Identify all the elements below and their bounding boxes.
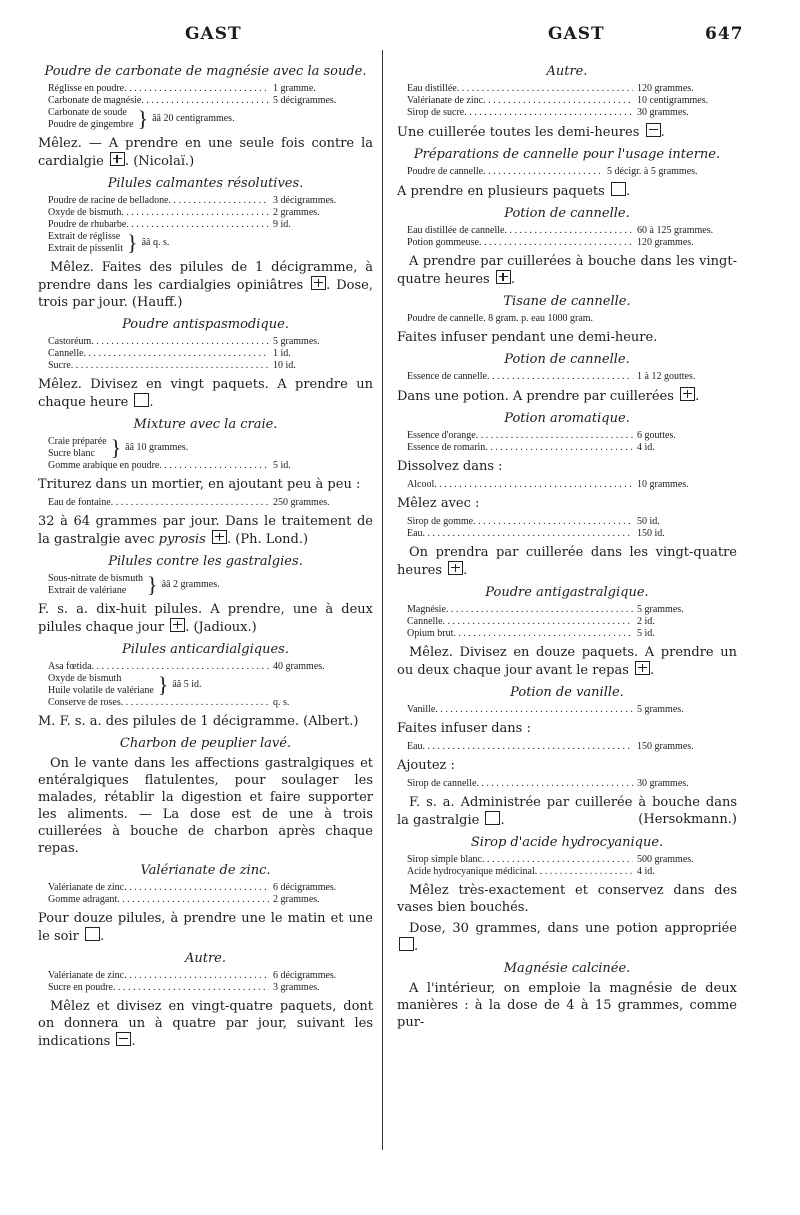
- recipe-title: Poudre antispasmodique.: [122, 317, 289, 332]
- recipe-ingredients: Magnésie . . . 5 grammes. Cannelle . . . 2 id. Opium brut . . . 5 id.: [407, 604, 737, 640]
- plus-box-symbol: [635, 661, 650, 675]
- recipe-title: Valérianate de zinc.: [140, 863, 271, 878]
- recipe-title: Potion aromatique.: [504, 411, 630, 426]
- recipe-title: Préparations de cannelle pour l'usage interne.: [413, 147, 721, 162]
- recipe-ingredients: Eau distillée . . . 120 grammes. Valérianate de zinc . . . 10 centigrammes. Sirop de sucre . . . 30 grammes.: [407, 83, 737, 119]
- recipe-ingredients: Eau distillée de cannelle . . . 60 à 125 grammes. Potion gommeuse . . . 120 grammes.: [407, 225, 737, 249]
- body-paragraph: A l'intérieur, on emploie la magnésie de deux manières : à la dose de 4 à 15 grammes, comme pur-: [397, 981, 737, 1030]
- recipe-title: Pilules contre les gastralgies.: [108, 554, 303, 569]
- recipe-ingredients: Asa fœtida . . . 40 grammes. Oxyde de bismuth Huile volatile de valériane } ââ 5 id. Conserve de roses . . . q. s.: [48, 661, 373, 709]
- minus-box-symbol: [646, 123, 661, 137]
- recipe-ingredients: Valérianate de zinc . . . 6 décigrammes. Sucre en poudre . . . 3 grammes.: [48, 970, 373, 994]
- instruction-paragraph: Mêlez et divisez en vingt-quatre paquets, dont on donnera un à quatre par jour, suivant les indications .: [38, 999, 373, 1049]
- plus-box-symbol: [311, 276, 326, 290]
- recipe-title: Poudre antigastralgique.: [485, 585, 649, 600]
- running-head-left: GAST: [185, 24, 242, 44]
- section-title: Magnésie calcinée.: [503, 961, 631, 976]
- instruction-paragraph: Mêlez. — A prendre en une seule fois contre la cardialgie . (Nicolaï.): [38, 136, 373, 169]
- box-symbol: [485, 811, 500, 825]
- recipe-title: Sirop d'acide hydrocyanique.: [470, 835, 664, 850]
- recipe-ingredients: Eau . . . 150 grammes.: [407, 741, 737, 753]
- recipe-ingredients: Valérianate de zinc . . . 6 décigrammes. Gomme adragant . . . 2 grammes.: [48, 882, 373, 906]
- page-number: 647: [705, 24, 744, 44]
- instruction-paragraph: Faites infuser pendant une demi-heure.: [397, 330, 658, 345]
- instruction-paragraph: Mêlez. Divisez en douze paquets. A prendre un ou deux chaque jour avant le repas .: [397, 645, 737, 678]
- body-paragraph: On le vante dans les affections gastralgiques et entéralgiques flatulentes, pour soulager les malades, rétablir la digestion et faire supporter les aliments. — La dose est de une à trois cuillerées à bouche de charbon après chaque repas.: [38, 756, 373, 856]
- recipe-ingredients: Sirop simple blanc . . . 500 grammes. Acide hydrocyanique médicinal . . . 4 id.: [407, 854, 737, 878]
- recipe-ingredients: Castoréum . . . 5 grammes. Cannelle . . . 1 id. Sucre . . . 10 id.: [48, 336, 373, 372]
- recipe-title: Mixture avec la craie.: [133, 417, 278, 432]
- plus-box-symbol: [212, 530, 227, 544]
- running-head-right: GAST: [548, 24, 605, 44]
- recipe-title: Pilules anticardialgiques.: [122, 642, 289, 657]
- instruction-paragraph: Faites infuser dans :: [397, 721, 531, 736]
- left-column: [38, 58, 373, 1054]
- recipe-title: Poudre de carbonate de magnésie avec la soude.: [44, 64, 367, 79]
- box-symbol: [399, 937, 414, 951]
- minus-box-symbol: [116, 1032, 131, 1046]
- recipe-title: Charbon de peuplier lavé.: [119, 736, 292, 751]
- column-divider: [382, 50, 383, 1150]
- box-symbol: [85, 927, 100, 941]
- box-symbol: [611, 182, 626, 196]
- instruction-paragraph: Mêlez avec :: [397, 496, 480, 511]
- recipe-ingredients: Eau de fontaine . . . 250 grammes.: [48, 497, 373, 509]
- recipe-ingredients: Sous-nitrate de bismuth Extrait de valériane } ââ 2 grammes.: [48, 572, 220, 597]
- instruction-paragraph: F. s. a. Administrée par cuillerée à bouche dans la gastralgie . (Hersokmann.): [397, 795, 737, 828]
- plus-box-symbol: [448, 561, 463, 575]
- recipe-ingredients: Poudre de racine de belladone . . . 3 décigrammes. Oxyde de bismuth . . . 2 grammes. Poudre de rhubarbe . . . 9 id. Extrait de réglisse Extrait de pissenlit } ââ q. s.: [48, 195, 373, 255]
- instruction-paragraph: M. F. s. a. des pilules de 1 décigramme. (Albert.): [38, 714, 359, 729]
- plus-box-symbol: [170, 618, 185, 632]
- instruction-paragraph: Pour douze pilules, à prendre une le matin et une le soir .: [38, 911, 373, 944]
- recipe-ingredients: [48, 83, 373, 131]
- instruction-paragraph: Mêlez. Faites des pilules de 1 décigramme, à prendre dans les cardialgies opiniâtres . Dose, trois par jour. (Hauff.): [38, 260, 373, 310]
- recipe-ingredients: Alcool . . . 10 grammes.: [407, 479, 737, 491]
- instruction-paragraph: A prendre par cuillerées à bouche dans les vingt-quatre heures .: [397, 254, 737, 287]
- right-column: [397, 58, 737, 1035]
- recipe-ingredients: Poudre de cannelle. 8 gram. p. eau 1000 gram.: [407, 313, 594, 324]
- instruction-paragraph: 32 à 64 grammes par jour. Dans le traitement de la gastralgie avec pyrosis . (Ph. Lond.): [38, 514, 373, 547]
- instruction-paragraph: A prendre en plusieurs paquets .: [397, 184, 631, 199]
- recipe-title: Autre.: [546, 64, 588, 79]
- instruction-paragraph: F. s. a. dix-huit pilules. A prendre, une à deux pilules chaque jour . (Jadioux.): [38, 602, 373, 635]
- recipe-title: Potion de vanille.: [510, 685, 624, 700]
- recipe-title: Tisane de cannelle.: [503, 294, 631, 309]
- instruction-paragraph: On prendra par cuillerée dans les vingt-quatre heures .: [397, 545, 737, 578]
- box-symbol: [134, 393, 149, 407]
- plus-box-symbol: [110, 152, 125, 166]
- plus-box-symbol: [496, 270, 511, 284]
- recipe-title: Potion de cannelle.: [504, 206, 630, 221]
- ingredient-row: Carbonate de magnésie . . . 5 décigrammes.: [48, 95, 373, 107]
- recipe-ingredients: Vanille . . . 5 grammes.: [407, 704, 737, 716]
- instruction-paragraph: Une cuillerée toutes les demi-heures .: [397, 125, 665, 140]
- recipe-title: Autre.: [184, 951, 227, 966]
- instruction-paragraph: Mêlez très-exactement et conservez dans des vases bien bouchés.: [397, 883, 737, 915]
- recipe-ingredients: Essence d'orange . . . 6 gouttes. Essence de romarin . . . 4 id.: [407, 430, 737, 454]
- plus-box-symbol: [680, 387, 695, 401]
- recipe-ingredients: Poudre de cannelle . . . 5 décigr. à 5 grammes.: [407, 166, 737, 178]
- recipe-title: Pilules calmantes résolutives.: [107, 176, 304, 191]
- instruction-paragraph: Triturez dans un mortier, en ajoutant peu à peu :: [38, 477, 361, 492]
- recipe-ingredients: Sirop de cannelle . . . 30 grammes.: [407, 778, 737, 790]
- instruction-paragraph: Mêlez. Divisez en vingt paquets. A prendre un chaque heure .: [38, 377, 373, 410]
- ingredient-group: Carbonate de soude Poudre de gingembre } ââ 20 centigrammes.: [48, 106, 235, 131]
- instruction-paragraph: Dissolvez dans :: [397, 459, 503, 474]
- instruction-paragraph: Ajoutez :: [397, 758, 455, 773]
- recipe-ingredients: Sirop de gomme . . . 50 id. Eau . . . 150 id.: [407, 516, 737, 540]
- recipe-ingredients: Essence de cannelle . . . 1 à 12 gouttes.: [407, 371, 737, 383]
- instruction-paragraph: Dose, 30 grammes, dans une potion appropriée .: [397, 920, 737, 955]
- ingredient-row: Réglisse en poudre . . . 1 gramme.: [48, 83, 373, 95]
- recipe-title: Potion de cannelle.: [504, 352, 630, 367]
- instruction-paragraph: Dans une potion. A prendre par cuillerées .: [397, 389, 700, 404]
- recipe-ingredients: Craie préparée Sucre blanc } ââ 10 grammes. Gomme arabique en poudre . . . 5 id.: [48, 436, 373, 472]
